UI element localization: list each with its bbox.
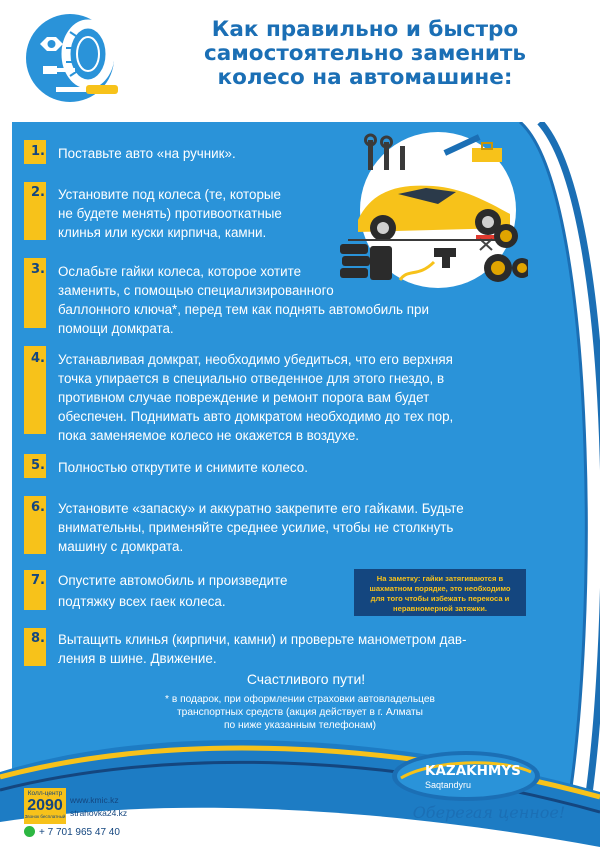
call-center-number: 2090 xyxy=(27,797,63,814)
note-box: На заметку: гайки затягиваются в шахматном порядке, это необходимо для того чтобы избежать перекоса и неравномерной затяжки. xyxy=(354,569,526,616)
website-link[interactable]: strahovka24.kz xyxy=(70,808,128,818)
step-text: Полностью открутите и снимите колесо. xyxy=(58,460,308,475)
step-text: Опустите автомобиль и произведите подтяжку всех гаек колеса. xyxy=(58,573,288,609)
step-number: 3. xyxy=(31,262,45,277)
title-line: самостоятельно заменить xyxy=(203,41,526,66)
step-number: 5. xyxy=(31,458,45,473)
website-link[interactable]: www.kmic.kz xyxy=(70,795,119,805)
step-text: Установите «запаску» и аккуратно закрепите его гайками. Будьте внимательны, применяйте среднее усилие, чтобы не столкнуть машину с домкрата. xyxy=(58,501,464,554)
call-center-badge xyxy=(24,788,66,824)
step-number: 6. xyxy=(31,500,45,515)
step-number: 8. xyxy=(31,631,45,646)
wheel-tools-icon xyxy=(26,14,136,102)
step-number: 2. xyxy=(31,185,45,200)
step-text: Поставьте авто «на ручник». xyxy=(58,146,236,161)
gift-footnote: * в подарок, при оформлении страховки автовладельцев транспортных средств (акция действует в г. Алматы по ниже указанным телефонам) xyxy=(165,694,435,731)
step-number: 1. xyxy=(31,144,45,159)
website-links xyxy=(70,794,127,820)
brand-subtitle: Saqtandyru xyxy=(425,780,472,790)
step-text: Устанавливая домкрат, необходимо убедиться, что его верхняя точка упирается в специально отведенное для этого гнездо, в противном случае повреждение и ремонт порога вам будет обеспечен. Поднимать авто домкратом необходимо до тех пор, пока заменяемое колесо не окажется в воздухе. xyxy=(58,352,454,443)
slogan: Оберегая ценное! xyxy=(412,803,566,822)
phone-contact xyxy=(24,826,120,840)
happy-trip-text: Счастливого пути! xyxy=(246,671,366,687)
title-line: Как правильно и быстро xyxy=(211,17,519,42)
page-title xyxy=(140,18,590,90)
title-line: колесо на автомашине: xyxy=(217,65,513,90)
step-text: Установите под колеса (те, которые не будете менять) противооткатные клинья или куски кирпича, камни. xyxy=(58,187,282,240)
step-number: 7. xyxy=(31,573,45,588)
brand-name: KAZAKHMYS xyxy=(425,763,521,779)
step-text: Ослабьте гайки колеса, которое хотите заменить, с помощью специализированного баллонного ключа*, перед тем как поднять автомобиль при помощи домкрата. xyxy=(58,264,429,336)
header xyxy=(0,0,600,120)
phone-number[interactable]: + 7 701 965 47 40 xyxy=(39,827,120,838)
step-number: 4. xyxy=(31,351,45,366)
whatsapp-icon xyxy=(24,826,35,837)
call-center-note: Звонок бесплатный xyxy=(24,814,66,819)
call-center-label: Колл-центр xyxy=(27,790,63,797)
step-text: Вытащить клинья (кирпичи, камни) и проверьте манометром дав- ления в шине. Движение. xyxy=(58,632,467,666)
